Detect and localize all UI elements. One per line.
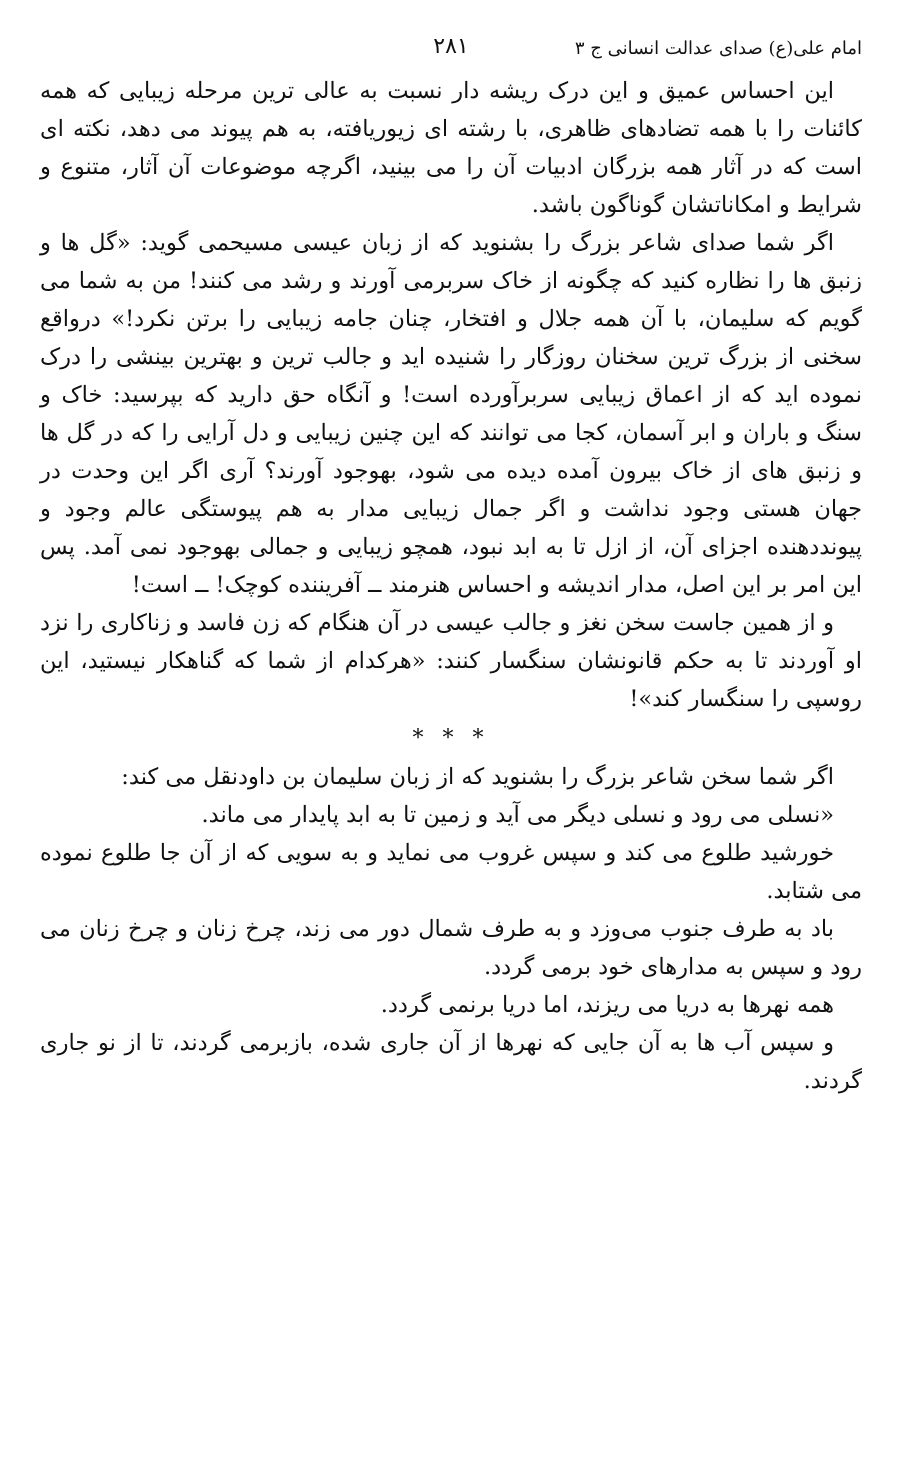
paragraph: و از همین جاست سخن نغز و جالب عیسی در آن هنگام که زن فاسد و زناکاری را نزد او آوردند تا به حکم قانونشان سنگسار کنند: «هرکدام از شما که گناهکار نیستید، این روسپی را سنگسار کند»! xyxy=(40,610,862,712)
section-separator: * * * xyxy=(412,726,490,751)
paragraph: اگر شما سخن شاعر بزرگ را بشنوید که از زبان سلیمان بن داودنقل می کند: xyxy=(121,764,834,790)
paragraph: خورشید طلوع می کند و سپس غروب می نماید و به سویی که از آن جا طلوع نموده می شتابد. xyxy=(40,840,862,904)
paragraph: «نسلی می رود و نسلی دیگر می آید و زمین تا به ابد پایدار می ماند. xyxy=(201,802,834,828)
paragraph: همه نهرها به دریا می ریزند، اما دریا برنمی گردد. xyxy=(380,992,834,1018)
body-text xyxy=(40,72,862,1100)
book-page xyxy=(40,28,862,1458)
paragraph: این احساس عمیق و این درک ریشه دار نسبت به عالی ترین مرحله زیبایی که همه کائنات را با همه تضادهای ظاهری، با رشته ای زیوریافته، به هم پیوند می دهد، نکته ای است که در آثار همه بزرگان ادبیات آن را می بینید، اگرچه موضوعات آن آثار، متنوع و شرایط و امکاناتشان گوناگون باشد. xyxy=(40,78,862,218)
page-header xyxy=(40,28,862,72)
paragraph: و سپس آب ها به آن جایی که نهرها از آن جاری شده، بازبرمی گردند، تا از نو جاری گردند. xyxy=(40,1030,862,1094)
paragraph: باد به طرف جنوب می‌وزد و به طرف شمال دور می زند، چرخ زنان و چرخ زنان می رود و سپس به مدارهای خود برمی گردد. xyxy=(40,916,862,980)
page-number: ۲۸۱ xyxy=(433,34,469,59)
paragraph: اگر شما صدای شاعر بزرگ را بشنوید که از زبان عیسی مسیحمی گوید: «گل ها و زنبق ها را نظاره کنید که چگونه از خاک سربرمی آورند و رشد می کنند! من به شما می گویم که سلیمان، با آن همه جلال و افتخار، چنان جامه زیبایی را برتن نکرد!» درواقع سخنی از بزرگ ترین سخنان روزگار را شنیده اید و جالب ترین و بهترین بینشی را درک نموده اید که از اعماق زیبایی سربرآورده است! و آنگاه حق دارید که بپرسید: خاک و سنگ و باران و ابر آسمان، کجا می توانند که این چنین زیبایی و دل آرایی را که در گل ها و زنبق های از خاک بیرون آمده دیده می شود، بهوجود آورند؟ آری اگر این وحدت در جهان هستی وجود نداشت و اگر جمال زیبایی مدار به هم پیوستگی عالم وجود و پیونددهنده اجزای آن، از ازل تا به ابد نبود، همچو زیبایی و جمالی بهوجود نمی آمد. پس این امر بر این اصل، مدار اندیشه و احساس هنرمند ــ آفریننده کوچک! ــ است! xyxy=(40,230,862,598)
running-title: امام علی(ع) صدای عدالت انسانی ج ۳ xyxy=(574,38,862,59)
